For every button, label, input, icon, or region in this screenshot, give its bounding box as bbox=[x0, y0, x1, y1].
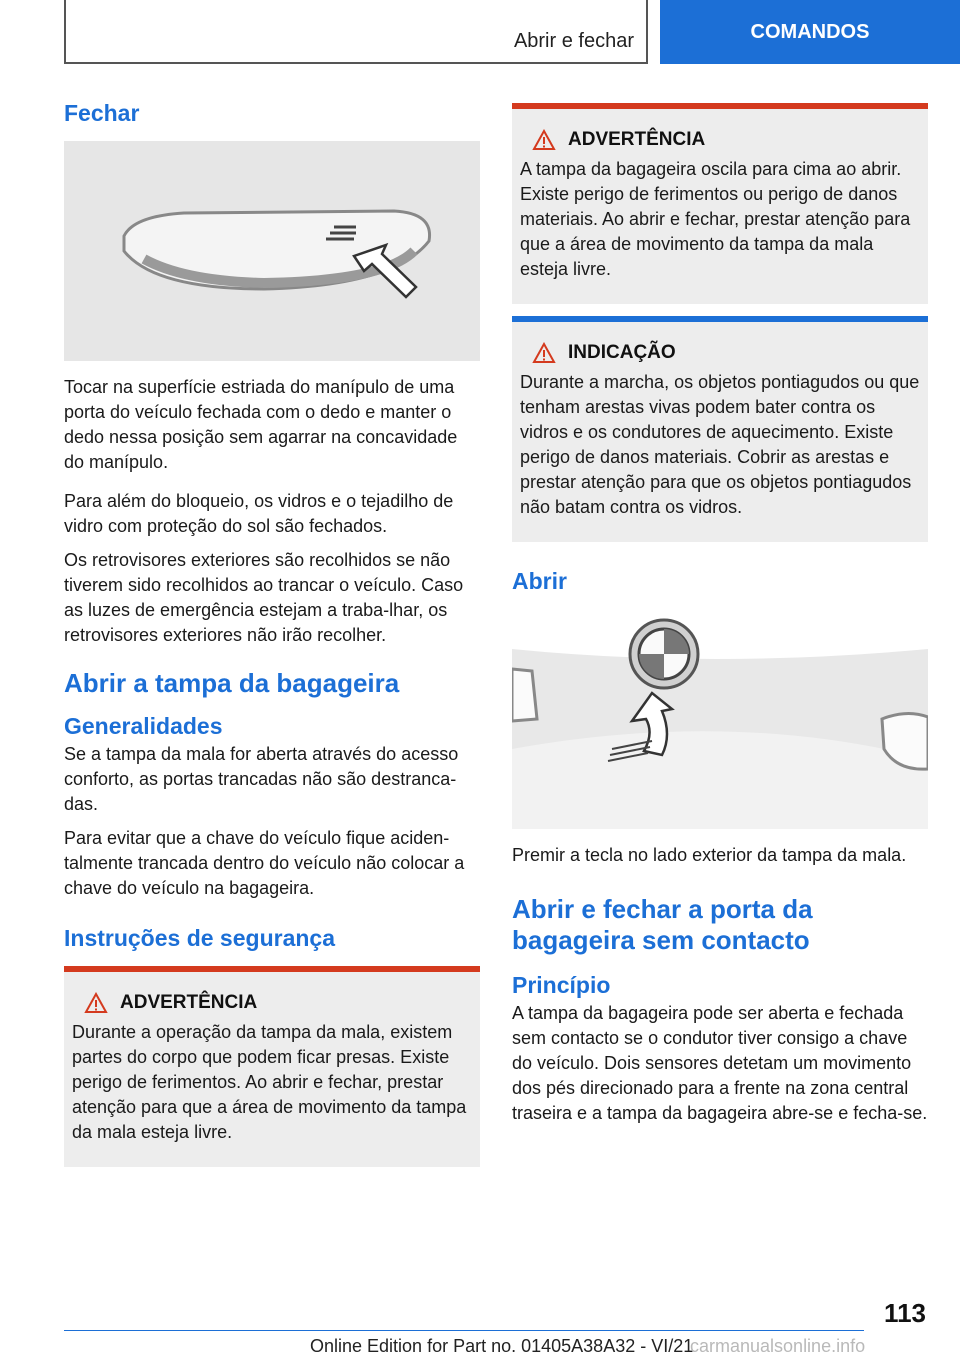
notice-text: Durante a marcha, os objetos pontiagudos ou que tenham arestas vivas podem bater contra os vidros e os condutores de aquecimento. Existe perigo de danos materiais. Cobrir as arestas e prestar atenção para que os objetos pontiagudos não batam contra os vidros. bbox=[520, 372, 920, 517]
warning-triangle-icon bbox=[84, 992, 108, 1014]
heading-abrir-tampa: Abrir a tampa da bagageira bbox=[64, 668, 400, 698]
watermark-text: carmanualsonline.info bbox=[690, 1336, 866, 1356]
warning-triangle-icon bbox=[532, 129, 556, 151]
notice-title: INDICAÇÃO bbox=[568, 342, 676, 363]
heading-sem-contacto: Abrir e fechar a porta da bagageira sem contacto bbox=[512, 894, 813, 956]
header-title: Abrir e fechar bbox=[513, 30, 634, 52]
door-handle-image bbox=[64, 141, 480, 361]
warning-text-2: A tampa da bagageira oscila para cima ao abrir. Existe perigo de ferimentos ou perigo de danos materiais. Ao abrir e fechar, prestar atenção para que a área de movimento da tampa da mala esteja livre. bbox=[520, 159, 911, 279]
heading-fechar: Fechar bbox=[64, 100, 140, 126]
door-handle-illustration bbox=[64, 141, 480, 361]
right-column bbox=[512, 103, 928, 1135]
warning-box-1 bbox=[64, 966, 480, 1167]
heading-abrir: Abrir bbox=[512, 568, 567, 594]
edition-text: Online Edition for Part no. 01405A38A32 - VI/21 bbox=[310, 1336, 694, 1356]
paragraph-fechar-3: Os retrovisores exteriores são recolhidos se não tiverem sido recolhidos ao trancar o veículo. Caso as luzes de emergência estejam a traba-lhar, os retrovisores exteriores não irão recolher. bbox=[64, 550, 464, 645]
trunk-button-image bbox=[512, 609, 928, 829]
trunk-button-illustration bbox=[512, 609, 928, 829]
footer-divider bbox=[64, 1330, 864, 1331]
page-number: 113 bbox=[884, 1298, 926, 1328]
warning-title-1: ADVERTÊNCIA bbox=[120, 992, 258, 1014]
heading-instrucoes: Instruções de segurança bbox=[64, 925, 335, 952]
chapter-tab: COMANDOS bbox=[660, 0, 960, 64]
warning-title-2: ADVERTÊNCIA bbox=[568, 129, 706, 150]
left-column bbox=[64, 100, 480, 1167]
warning-triangle-icon bbox=[532, 342, 556, 364]
paragraph-abrir: Premir a tecla no lado exterior da tampa da mala. bbox=[512, 845, 907, 865]
paragraph-generalidades-2: Para evitar que a chave do veículo fique aciden-talmente trancada dentro do veículo não colocar a chave do veículo na bagageira. bbox=[64, 828, 465, 899]
heading-principio: Princípio bbox=[512, 972, 611, 999]
warning-text-1: Durante a operação da tampa da mala, existem partes do corpo que podem ficar presas. Existe perigo de ferimentos. Ao abrir e fechar, prestar atenção para que a área de movimento da tampa da mala esteja livre. bbox=[72, 1022, 467, 1143]
warning-box-2 bbox=[512, 103, 928, 304]
paragraph-fechar-2: Para além do bloqueio, os vidros e o tejadilho de vidro com proteção do sol são fechados. bbox=[64, 491, 454, 536]
paragraph-generalidades-1: Se a tampa da mala for aberta através do acesso conforto, as portas trancadas não são destranca-das. bbox=[64, 744, 459, 815]
notice-box bbox=[512, 316, 928, 542]
heading-generalidades: Generalidades bbox=[64, 713, 223, 740]
paragraph-principio: A tampa da bagageira pode ser aberta e fechada sem contacto se o condutor tiver consigo a chave do veículo. Dois sensores detetam um movimento dos pés direcionado para a frente na zona central traseira e a tampa da bagageira abre-se e fecha-se. bbox=[512, 1003, 928, 1124]
paragraph-fechar-1: Tocar na superfície estriada do manípulo de uma porta do veículo fechada com o dedo e manter o dedo nessa posição sem agarrar na concavidade do manípulo. bbox=[64, 377, 458, 472]
